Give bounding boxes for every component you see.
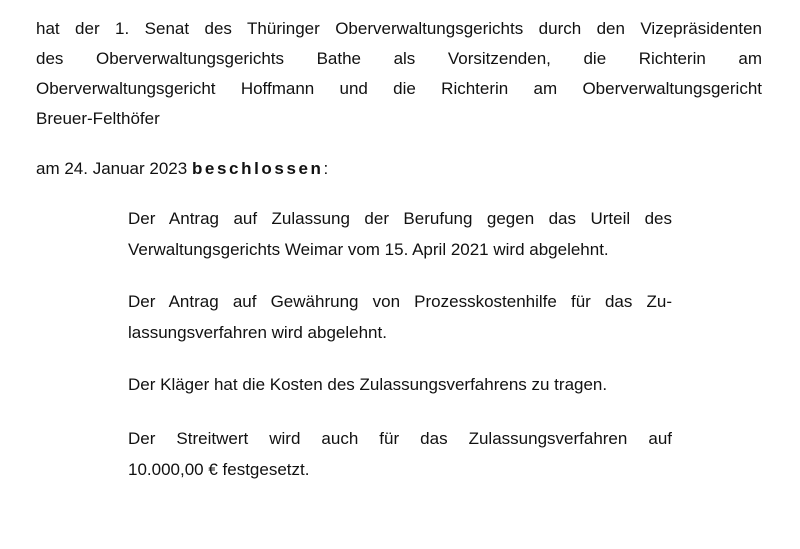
ruling-item (128, 369, 672, 400)
ruling-4-line-1: Der Streitwert wird auch für das Zulassungsverfahren auf (128, 429, 672, 448)
intro-line-3: Oberverwaltungsgericht Hoffmann und die Richterin am Oberverwaltungsgericht (36, 79, 762, 98)
ruling-1-line-2: Verwaltungsgerichts Weimar vom 15. April 2021 wird abgelehnt. (128, 240, 609, 259)
decision-date-line (36, 154, 762, 184)
intro-line-2: des Oberverwaltungsgerichts Bathe als Vorsitzenden, die Richterin am (36, 49, 762, 68)
ruling-1-line-1: Der Antrag auf Zulassung der Berufung gegen das Urteil des (128, 209, 672, 228)
intro-line-1: hat der 1. Senat des Thüringer Oberverwaltungsgerichts durch den Vizepräsidenten (36, 19, 762, 38)
intro-paragraph (36, 14, 762, 134)
ruling-3-line-1: Der Kläger hat die Kosten des Zulassungsverfahrens zu tragen. (128, 375, 608, 394)
ruling-item (128, 423, 672, 485)
decision-date-prefix: am 24. Januar 2023 (36, 159, 192, 178)
ruling-item (128, 286, 672, 348)
ruling-list (128, 203, 672, 485)
ruling-item (128, 203, 672, 265)
ruling-2-line-1: Der Antrag auf Gewährung von Prozesskostenhilfe für das Zu- (128, 292, 672, 311)
ruling-4-line-2: 10.000,00 € festgesetzt. (128, 460, 310, 479)
decision-keyword: beschlossen (191, 159, 324, 178)
intro-line-4: Breuer-Felthöfer (36, 109, 160, 128)
document-page (36, 14, 762, 506)
ruling-2-line-2: lassungsverfahren wird abgelehnt. (128, 323, 387, 342)
decision-date-suffix: : (323, 159, 329, 178)
